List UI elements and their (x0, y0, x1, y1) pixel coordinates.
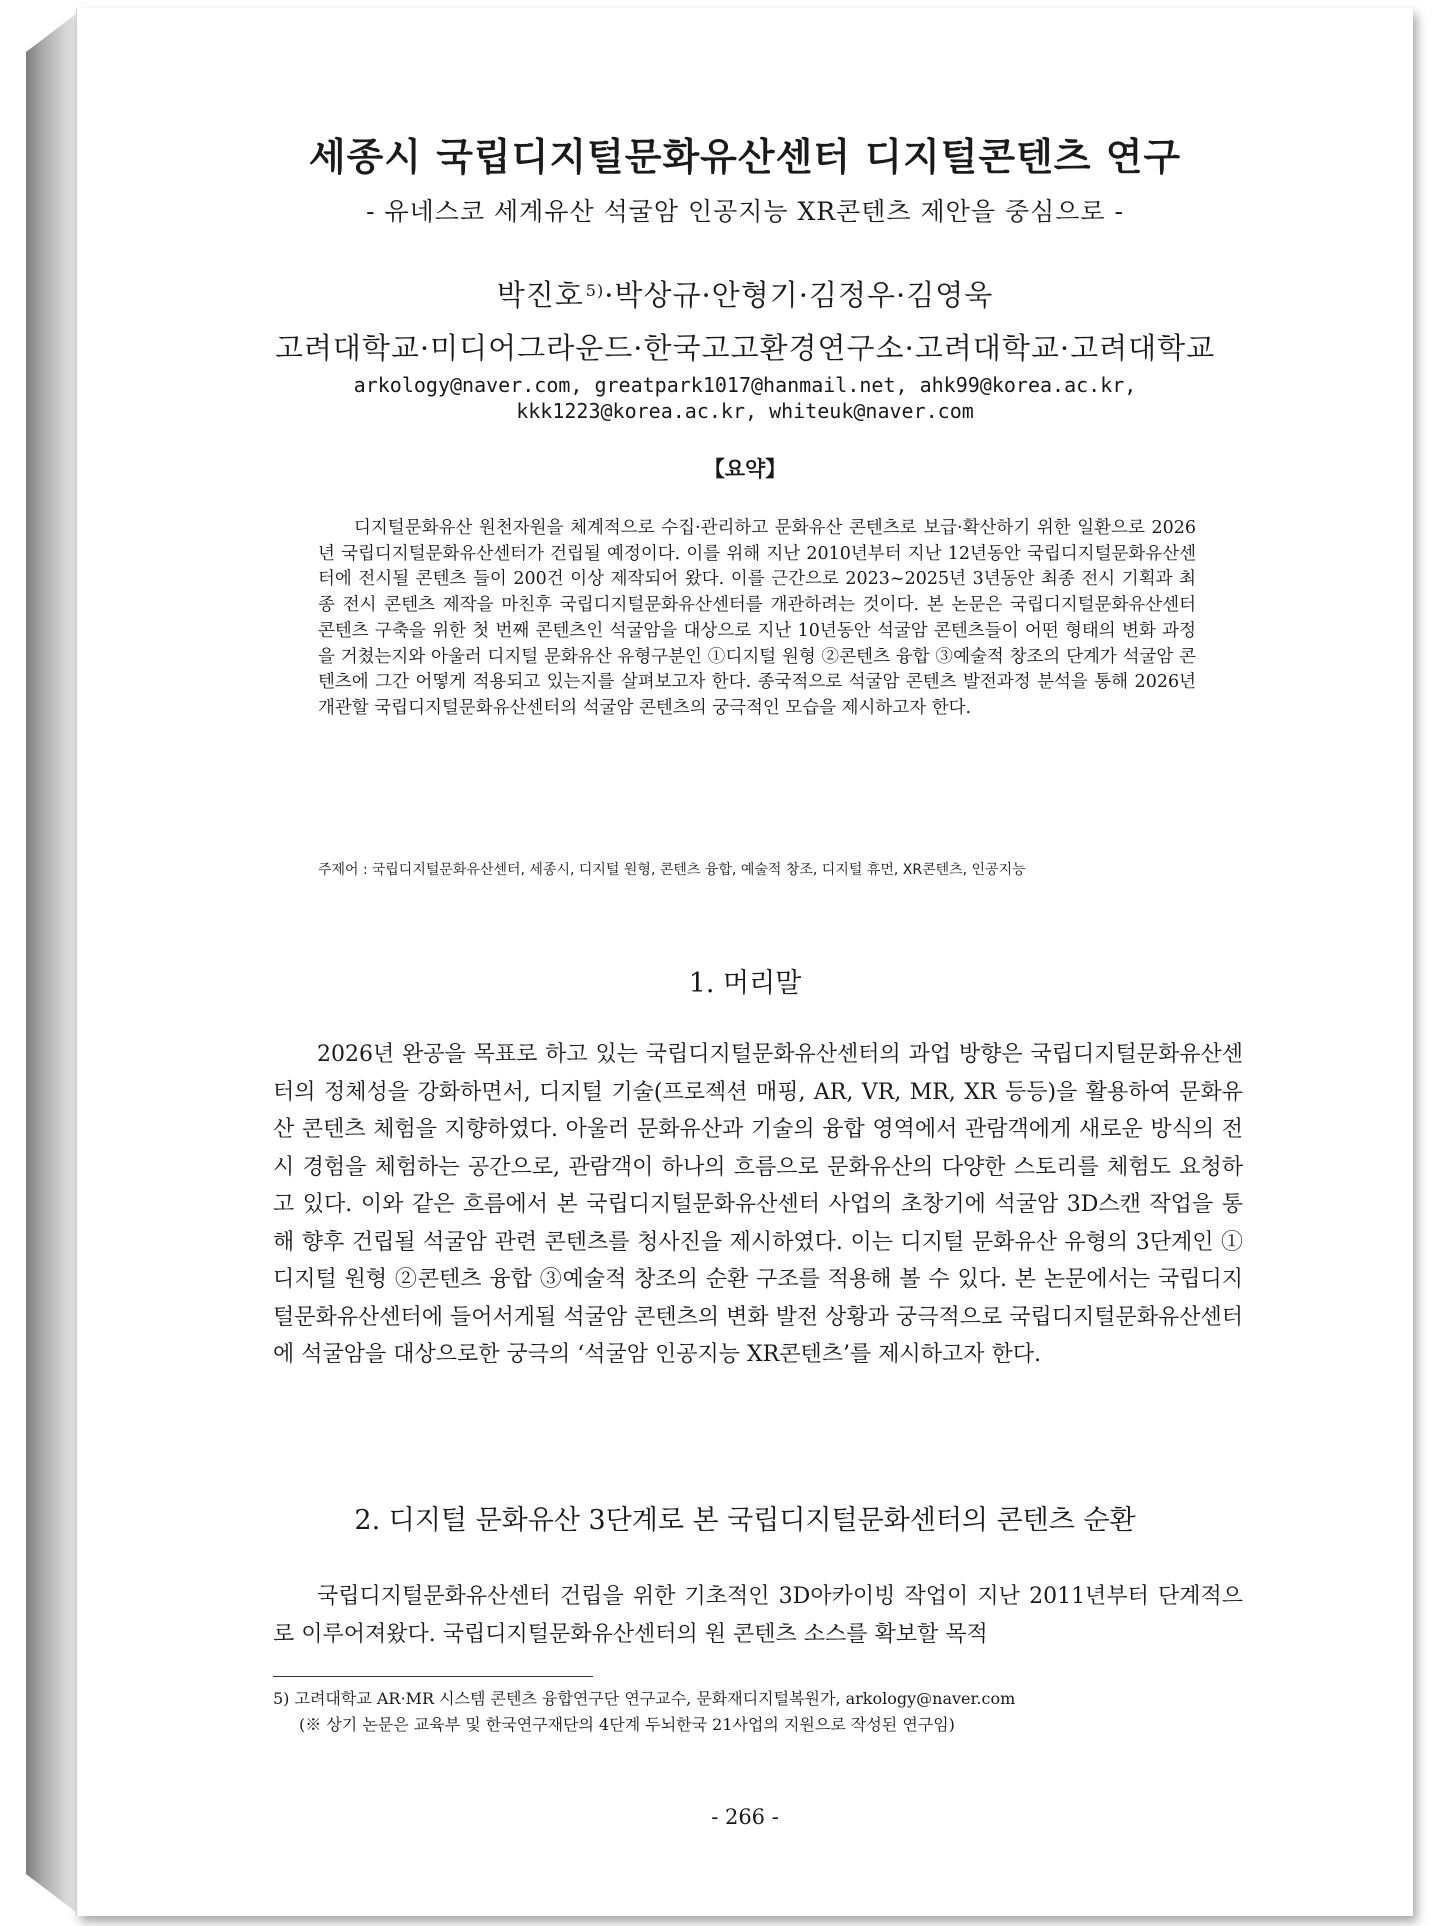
keywords (318, 859, 1026, 879)
footnote-line-1: 5) 고려대학교 AR·MR 시스템 콘텐츠 융합연구단 연구교수, 문화재디지털복원가, arkology@naver.com (273, 1689, 1016, 1708)
first-author: 박진호 (496, 278, 584, 312)
abstract-heading: 【요약】 (703, 456, 787, 481)
paper-page (76, 8, 1413, 1916)
section-1-heading: 1. 머리말 (688, 968, 802, 999)
section-1-body: 2026년 완공을 목표로 하고 있는 국립디지털문화유산센터의 과업 방향은 국립디지털문화유산센터의 정체성을 강화하면서, 디지털 기술(프로젝션 매핑, AR, VR, MR, XR 등등)을 활용하여 문화유산 콘텐츠 체험을 지향하였다. 아울러 문화유산과 기술의 융합 영역에서 관람객에게 새로운 방식의 전시 경험을 체험하는 공간으로, 관람객이 하나의 흐름으로 문화유산의 다양한 스토리를 체험도 요청하고 있다. 이와 같은 흐름에서 본 국립디지털문화유산센터 사업의 초창기에 석굴암 3D스캔 작업을 통해 향후 건립될 석굴암 관련 콘텐츠를 청사진을 제시하였다. 이는 디지털 문화유산 유형의 3단계인 ①디지털 원형 ②콘텐츠 융합 ③예술적 창조의 순환 구조를 적용해 볼 수 있다. 본 논문에서는 국립디지털문화유산센터에 들어서게될 석굴암 콘텐츠의 변화 발전 상황과 궁극적으로 국립디지털문화유산센터에 석굴암을 대상으로한 궁극의 ‘석굴암 인공지능 XR콘텐츠’를 제시하고자 한다. (273, 1042, 1243, 1367)
author-list (77, 273, 1413, 314)
paper-title: 세종시 국립디지털문화유산센터 디지털콘텐츠 연구 (308, 134, 1182, 179)
email-line-1: arkology@naver.com, greatpark1017@hanmail.net, ahk99@korea.ac.kr, (353, 373, 1137, 397)
co-authors: ·박상규·안형기·김정우·김영욱 (604, 278, 994, 312)
keywords-text: 국립디지털문화유산센터, 세종시, 디지털 원형, 콘텐츠 융합, 예술적 창조, 디지털 휴먼, XR콘텐츠, 인공지능 (371, 862, 1026, 878)
email-line-2: kkk1223@korea.ac.kr, whiteuk@naver.com (516, 399, 974, 423)
section-2-body: 국립디지털문화유산센터 건립을 위한 기초적인 3D아카이빙 작업이 지난 2011년부터 단계적으로 이루어져왔다. 국립디지털문화유산센터의 원 콘텐츠 소스를 확보할 목적 (273, 1584, 1243, 1647)
footnote (273, 1686, 1273, 1738)
section-2-heading: 2. 디지털 문화유산 3단계로 본 국립디지털문화센터의 콘텐츠 순환 (354, 1505, 1136, 1536)
affiliations: 고려대학교·미디어그라운드·한국고고환경연구소·고려대학교·고려대학교 (274, 331, 1216, 365)
keywords-label: 주제어 : (318, 862, 368, 878)
paper-subtitle: - 유네스코 세계유산 석굴암 인공지능 XR콘텐츠 제안을 중심으로 - (366, 197, 1124, 226)
footnote-mark: 5) (585, 281, 605, 300)
page-number: - 266 - (711, 1805, 779, 1829)
abstract-text: 디지털문화유산 원천자원을 체계적으로 수집·관리하고 문화유산 콘텐츠로 보급·확산하기 위한 일환으로 2026년 국립디지털문화유산센터가 건립될 예정이다. 이를 위해 지난 2010년부터 지난 12년동안 국립디지털문화유산센터에 전시될 콘텐츠 들이 200건 이상 제작되어 왔다. 이를 근간으로 2023~2025년 3년동안 최종 전시 기획과 최종 전시 콘텐츠 제작을 마친후 국립디지털문화유산센터를 개관하려는 것이다. 본 논문은 국립디지털문화유산센터 콘텐츠 구축을 위한 첫 번째 콘텐츠인 석굴암을 대상으로 지난 10년동안 석굴암 콘텐츠들이 어떤 형태의 변화 과정을 거쳤는지와 아울러 디지털 문화유산 유형구분인 ①디지털 원형 ②콘텐츠 융합 ③예술적 창조의 단계가 석굴암 콘텐츠에 그간 어떻게 적용되고 있는지를 살펴보고자 한다. 종국적으로 석굴암 콘텐츠 발전과정 분석을 통해 2026년 개관할 국립디지털문화유산센터의 석굴암 콘텐츠의 궁극적인 모습을 제시하고자 한다. (318, 518, 1196, 718)
footnote-line-2: (※ 상기 논문은 교육부 및 한국연구재단의 4단계 두뇌한국 21사업의 지원으로 작성된 연구임) (299, 1715, 955, 1734)
footnote-rule (273, 1676, 593, 1677)
book-edge (26, 14, 76, 1912)
email-list (77, 372, 1413, 424)
